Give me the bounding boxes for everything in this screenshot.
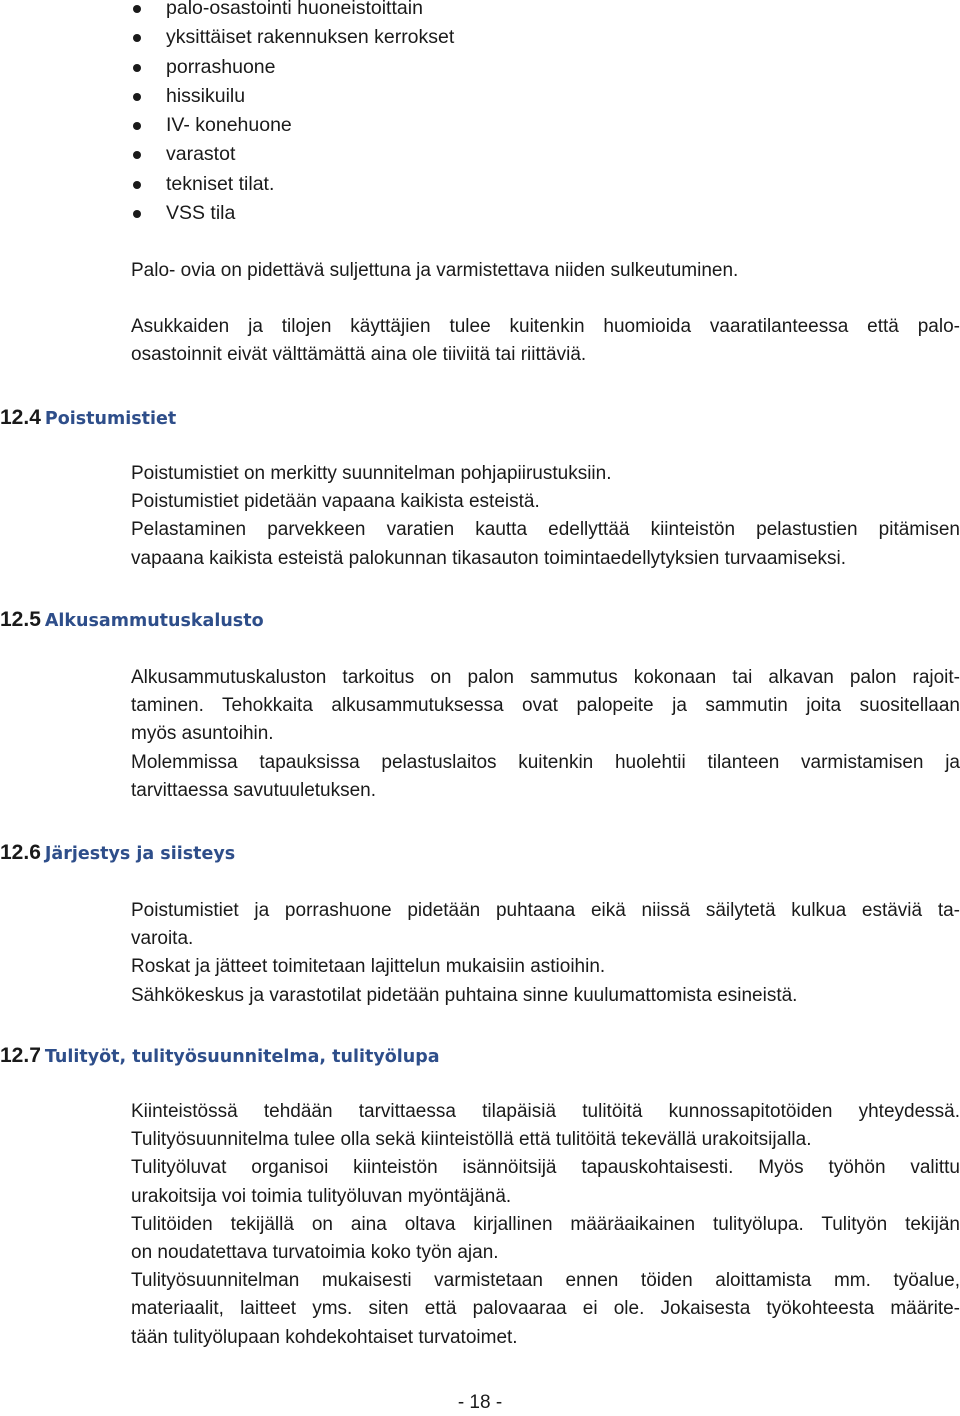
bullet-icon xyxy=(133,151,141,159)
intro-paragraph-compartments: Asukkaiden ja tilojen käyttäjien tulee kuitenkin huomioida vaaratilanteessa että palo- osastoinnit eivät välttämättä aina ole tiiviitä tai riittäviä. xyxy=(131,316,960,366)
list-item: porrashuone xyxy=(130,53,454,82)
section-heading-12-7: 12.7 Tulityöt, tulityösuunnitelma, tulityölupa xyxy=(0,1044,440,1067)
bullet-icon xyxy=(133,64,141,72)
section-12-4-body: Poistumistiet on merkitty suunnitelman pohjapiirustuksiin. Poistumistiet pidetään vapaana kaikista esteistä. Pelastaminen parvekkeen varatien kautta edellyttää kiinteistön pelastustien pitämisen vapaana kaikista esteistä palokunnan tikasauton toimintaedellytyksien turvaamiseksi. xyxy=(131,463,960,569)
section-12-7-body: Kiinteistössä tehdään tarvittaessa tilapäisiä tulitöitä kunnossapitotöiden yhteydessä. Tulityösuunnitelma tulee olla sekä kiinteistöllä että tulitöitä tekevällä urakoitsijalla. Tulityöluvat organisoi kiinteistön isännöitsijä tapauskohtaisesti. Myös työhön valittu urakoitsija voi toimia tulityöluvan myöntäjänä. Tulitöiden tekijällä on aina oltava kirjallinen määräaikainen tulityölupa. Tulityön tekijän on noudatettava turvatoimia koko työn ajan. Tulityösuunnitelman mukaisesti varmistetaan ennen töiden aloittamista mm. työalue, materiaalit, laitteet yms. siten että palovaaraa ei ole. Jokaisesta työkohteesta määrite- tään tulityölupaan kohdekohtaiset turvatoimet. xyxy=(131,1101,960,1348)
list-item: varastot xyxy=(130,140,454,169)
list-item: IV- konehuone xyxy=(130,111,454,140)
page-number: - 18 - xyxy=(457,1392,503,1413)
section-heading-12-6: 12.6 Järjestys ja siisteys xyxy=(0,841,236,864)
list-item: yksittäiset rakennuksen kerrokset xyxy=(130,23,454,52)
section-heading-12-5: 12.5 Alkusammutuskalusto xyxy=(0,608,264,631)
section-heading-12-4: 12.4 Poistumistiet xyxy=(0,406,177,429)
bullet-icon xyxy=(133,181,141,189)
bullet-list xyxy=(130,0,454,228)
section-12-6-body: Poistumistiet ja porrashuone pidetään puhtaana eikä niissä säilytetä kulkua estäviä ta- varoita. Roskat ja jätteet toimitetaan lajittelun mukaisiin astioihin. Sähkökeskus ja varastotilat pidetään puhtaina sinne kuulumattomista esineistä. xyxy=(131,900,960,1006)
list-item: hissikuilu xyxy=(130,82,454,111)
bullet-icon xyxy=(133,34,141,42)
bullet-icon xyxy=(133,93,141,101)
list-item: tekniset tilat. xyxy=(130,170,454,199)
bullet-icon xyxy=(133,5,141,13)
section-12-5-body: Alkusammutuskaluston tarkoitus on palon sammutus kokonaan tai alkavan palon rajoit- taminen. Tehokkaita alkusammutuksessa ovat palopeite ja sammutin joita suositellaan myös asuntoihin. Molemmissa tapauksissa pelastuslaitos kuitenkin huolehtii tilanteen varmistamisen ja tarvittaessa savutuuletuksen. xyxy=(131,667,960,801)
list-item: VSS tila xyxy=(130,199,454,228)
intro-paragraph-doors: Palo- ovia on pidettävä suljettuna ja varmistettava niiden sulkeutuminen. xyxy=(131,260,739,281)
bullet-icon xyxy=(133,210,141,218)
list-item: palo-osastointi huoneistoittain xyxy=(130,0,454,23)
bullet-icon xyxy=(133,122,141,130)
